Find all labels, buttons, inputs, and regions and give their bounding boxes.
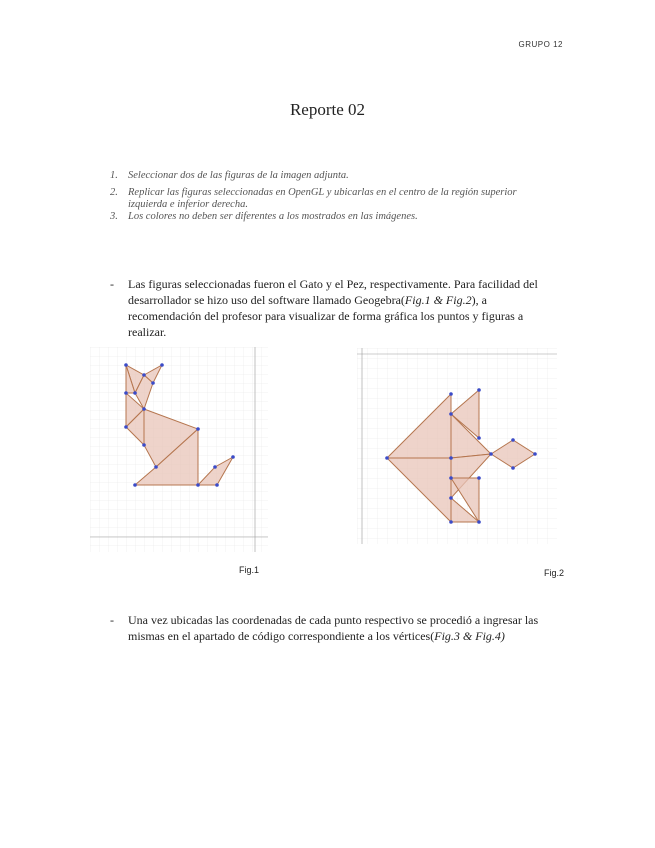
task-number: 3. bbox=[110, 211, 118, 222]
fish-plot bbox=[357, 348, 557, 544]
paragraph-text-a: Una vez ubicadas las coordenadas de cada punto respectivo se procedió a ingresar las mismas en el apartado de código correspondiente a los vértices( bbox=[128, 613, 539, 643]
task-text: Replicar las figuras seleccionadas en OpenGL y ubicarlas en el centro de la región superior izquierda e inferior derecha. bbox=[128, 187, 517, 210]
figure-2-caption: Fig.2 bbox=[544, 568, 565, 578]
task-item-2 bbox=[110, 187, 550, 211]
paragraph-text bbox=[128, 612, 555, 644]
task-number: 2. bbox=[110, 187, 118, 198]
task-text: Seleccionar dos de las figuras de la imagen adjunta. bbox=[128, 170, 349, 181]
figure-reference: Fig.3 & Fig.4) bbox=[434, 629, 505, 643]
figure-cat-geogebra bbox=[90, 347, 268, 552]
task-item-1 bbox=[110, 170, 550, 182]
task-text: Los colores no deben ser diferentes a los mostrados en las imágenes. bbox=[128, 211, 418, 222]
bullet-dash: - bbox=[110, 613, 114, 627]
task-list bbox=[110, 170, 550, 228]
figure-1-caption: Fig.1 bbox=[239, 565, 260, 575]
paragraph-text bbox=[128, 276, 555, 340]
cat-plot bbox=[90, 347, 268, 552]
figure-fish-geogebra bbox=[357, 348, 557, 544]
task-number: 1. bbox=[110, 170, 118, 181]
paragraph-figures-selected bbox=[110, 276, 555, 340]
paragraph-text-a: Las figuras seleccionadas fueron el Gato y el Pez, respectivamente. Para facilidad del desarrollador se hizo uso del software llamado Geogebra( bbox=[128, 277, 538, 307]
paragraph-coordinates bbox=[110, 612, 555, 644]
page-title: Reporte 02 bbox=[289, 100, 366, 119]
task-item-3 bbox=[110, 211, 550, 223]
figure-reference: Fig.1 & Fig.2 bbox=[404, 293, 472, 307]
bullet-dash: - bbox=[110, 277, 114, 291]
group-label: GRUPO 12 bbox=[518, 40, 563, 49]
paragraph-text-b: ), a recomendación del profesor para visualizar de forma gráfica los puntos y figuras a realizar. bbox=[128, 293, 524, 339]
